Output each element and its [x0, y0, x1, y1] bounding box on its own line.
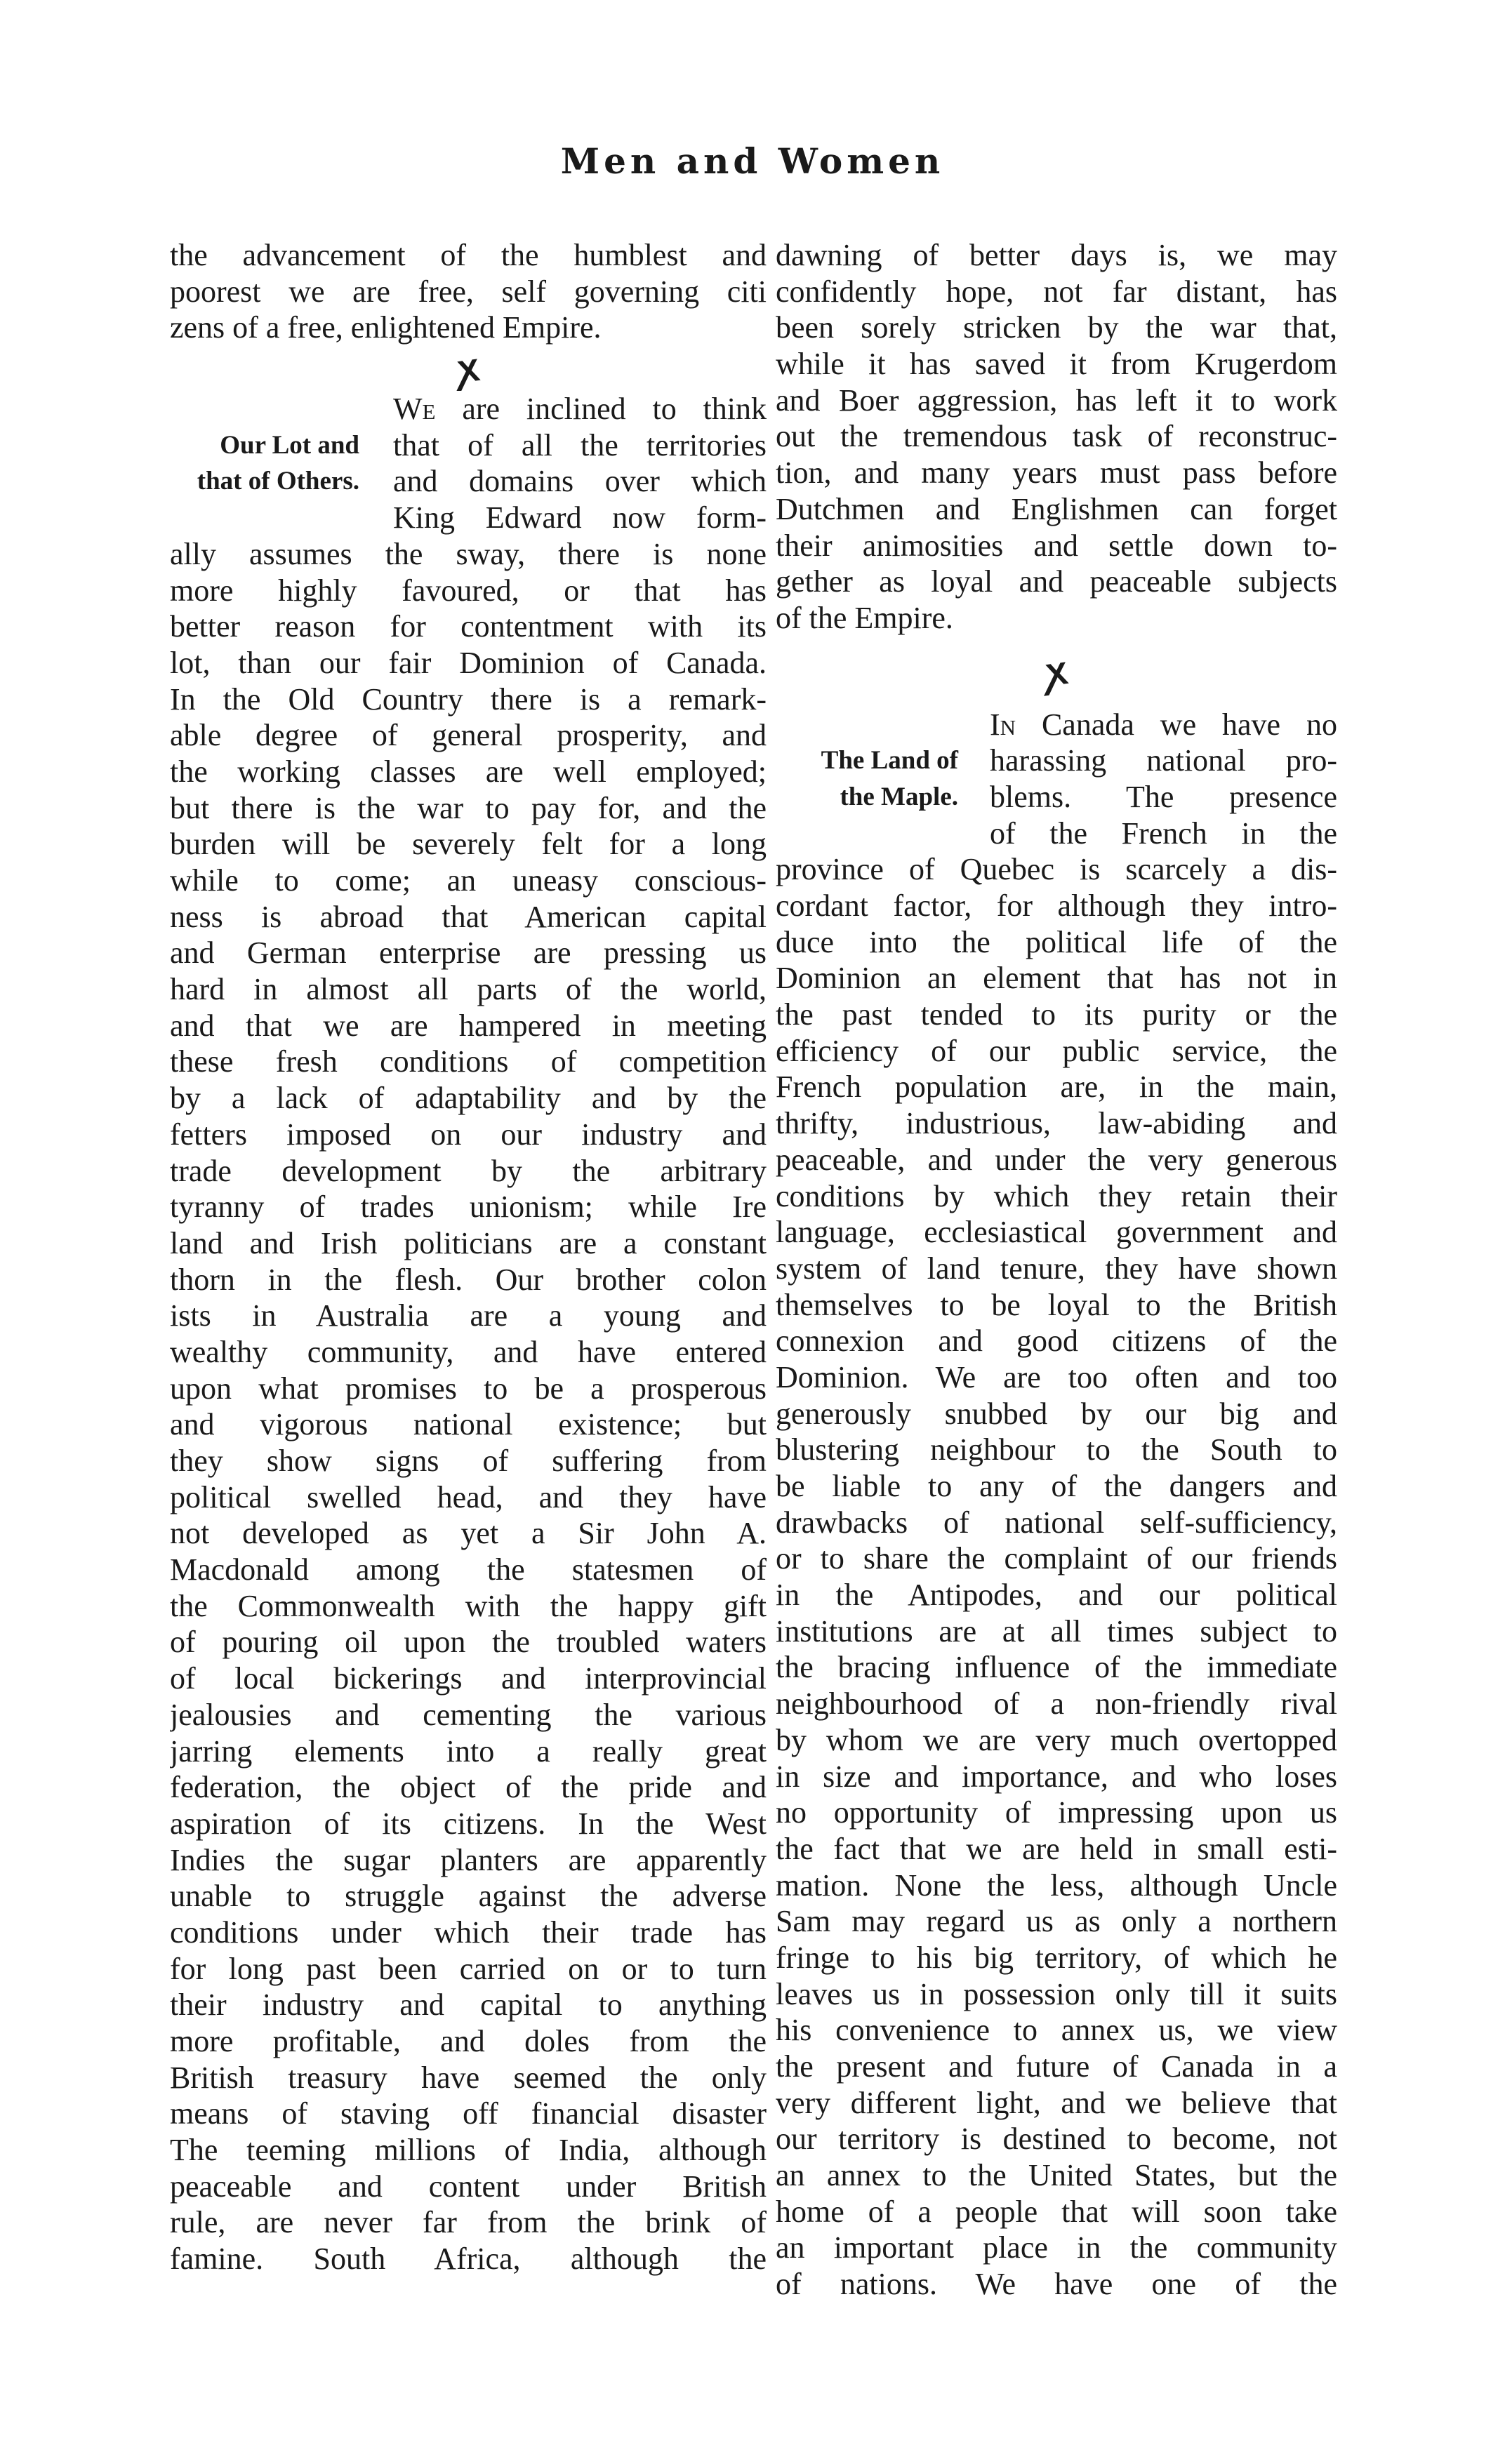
- text-line: ists in Australia are a young and: [170, 1298, 767, 1333]
- text-line: Indies the sugar planters are apparently: [170, 1842, 767, 1877]
- right-section-head-block: [776, 707, 1337, 852]
- text-line: and that we are hampered in meeting: [170, 1008, 767, 1043]
- text-line: and Boer aggression, has left it to work: [776, 382, 1337, 418]
- text-line: tyranny of trades unionism; while Ire: [170, 1190, 767, 1225]
- running-header: Men and Women: [560, 140, 945, 182]
- text-line: fringe to his big territory, of which he: [776, 1940, 1337, 1975]
- text-line: aspiration of its citizens. In the West: [170, 1806, 767, 1841]
- text-line: dawning of better days is, we may: [776, 238, 1337, 272]
- text-line: efficiency of our public service, the: [776, 1033, 1337, 1068]
- text-line: by a lack of adaptability and by the: [170, 1081, 767, 1116]
- text-line: of pouring oil upon the troubled waters: [170, 1625, 767, 1660]
- text-line: for long past been carried on or to turn: [170, 1951, 767, 1986]
- sidehead-our-lot: Our Lot and that of Others.: [197, 430, 359, 496]
- text-line: the past tended to its purity or the: [776, 997, 1337, 1032]
- text-line: connexion and good citizens of the: [776, 1324, 1337, 1359]
- text-line: of the French in the: [990, 815, 1337, 851]
- text-line: not developed as yet a Sir John A.: [170, 1516, 767, 1551]
- text-line: by whom we are very much overtopped: [776, 1722, 1337, 1757]
- section-separator-ornament: ꭗ: [455, 346, 482, 391]
- text-line: blems. The presence: [990, 779, 1337, 814]
- text-line: able degree of general prosperity, and: [170, 718, 767, 753]
- text-line: of nations. We have one of the: [776, 2267, 1337, 2302]
- text-line: rule, are never far from the brink of: [170, 2205, 767, 2240]
- text-line: unable to struggle against the adverse: [170, 1879, 767, 1914]
- text-line: peaceable and content under British: [170, 2169, 767, 2204]
- text-line: British treasury have seemed the only: [170, 2060, 767, 2095]
- text-line: famine. South Africa, although the: [170, 2242, 767, 2277]
- text-line: language, ecclesiastical government and: [776, 1215, 1337, 1250]
- text-line: the advancement of the humblest and: [170, 238, 767, 272]
- text-line: the present and future of Canada in a: [776, 2049, 1337, 2084]
- text-line: the Commonwealth with the happy gift: [170, 1588, 767, 1623]
- text-line: while it has saved it from Krugerdom: [776, 347, 1337, 382]
- text-line: an important place in the community: [776, 2230, 1337, 2265]
- text-line: conditions by which they retain their: [776, 1178, 1337, 1213]
- text-line: their animosities and settle down to-: [776, 528, 1337, 563]
- text-line: zens of a free, enlightened Empire.: [170, 310, 602, 345]
- text-line: an annex to the United States, but the: [776, 2158, 1337, 2193]
- text-line: [393, 391, 767, 427]
- text-line: Macdonald among the statesmen of: [170, 1552, 767, 1587]
- text-line: home of a people that will soon take: [776, 2194, 1337, 2229]
- text-line: generously snubbed by our big and: [776, 1396, 1337, 1431]
- text-line: burden will be severely felt for a long: [170, 827, 767, 862]
- text-line: confidently hope, not far distant, has: [776, 274, 1337, 309]
- text-line: thorn in the flesh. Our brother colon: [170, 1262, 767, 1297]
- text-line: neighbourhood of a non-friendly rival: [776, 1686, 1337, 1722]
- text-line: they show signs of suffering from: [170, 1444, 767, 1478]
- text-line-rest: Canada we have no: [1016, 707, 1337, 742]
- text-line: Sam may regard us as only a northern: [776, 1904, 1337, 1939]
- text-line: province of Quebec is scarcely a dis-: [776, 852, 1337, 887]
- left-body-paragraph: [170, 536, 767, 2277]
- text-line: ness is abroad that American capital: [170, 899, 767, 934]
- text-line: in the Antipodes, and our political: [776, 1578, 1337, 1613]
- text-line: fetters imposed on our industry and: [170, 1117, 767, 1152]
- text-line: thrifty, industrious, law-abiding and: [776, 1106, 1337, 1141]
- text-line: better reason for contentment with its: [170, 609, 767, 644]
- section-separator-ornament: ꭗ: [1043, 648, 1070, 694]
- text-line: upon what promises to be a prosperous: [170, 1371, 767, 1406]
- text-line: very different light, and we believe that: [776, 2085, 1337, 2120]
- text-line: harassing national pro-: [990, 743, 1337, 778]
- text-line: our territory is destined to become, not: [776, 2122, 1337, 2157]
- text-line: peaceable, and under the very generous: [776, 1142, 1337, 1177]
- text-line: been sorely stricken by the war that,: [776, 310, 1337, 345]
- text-line: his convenience to annex us, we view: [776, 2013, 1337, 2048]
- text-line: or to share the complaint of our friends: [776, 1541, 1337, 1576]
- text-line: tion, and many years must pass before: [776, 455, 1337, 491]
- text-line: of local bickerings and interprovincial: [170, 1661, 767, 1696]
- text-line: themselves to be loyal to the British: [776, 1287, 1337, 1322]
- text-line: Dominion. We are too often and too: [776, 1359, 1337, 1394]
- text-line: mation. None the less, although Uncle: [776, 1867, 1337, 1903]
- text-line: French population are, in the main,: [776, 1070, 1337, 1105]
- text-line: In the Old Country there is a remark-: [170, 681, 767, 717]
- text-line: system of land tenure, they have shown: [776, 1251, 1337, 1286]
- text-line: the bracing influence of the immediate: [776, 1650, 1337, 1685]
- text-line: of the Empire.: [776, 600, 953, 635]
- text-line: duce into the political life of the: [776, 924, 1337, 959]
- text-line: in size and importance, and who loses: [776, 1759, 1337, 1794]
- text-line: The teeming millions of India, although: [170, 2133, 767, 2168]
- text-line: jarring elements into a really great: [170, 1733, 767, 1769]
- text-line: King Edward now form-: [393, 500, 767, 535]
- text-line: institutions are at all times subject to: [776, 1613, 1337, 1649]
- text-line: out the tremendous task of reconstruc-: [776, 419, 1337, 454]
- text-line: but there is the war to pay for, and the: [170, 790, 767, 825]
- text-line: and domains over which: [393, 464, 767, 499]
- sidehead-land-of-maple: The Land of the Maple.: [821, 746, 958, 811]
- left-section-head-block: [170, 391, 767, 536]
- text-line: the working classes are well employed;: [170, 754, 767, 789]
- text-line: Dominion an element that has not in: [776, 961, 1337, 996]
- text-line: jealousies and cementing the various: [170, 1697, 767, 1732]
- text-line: [990, 707, 1337, 743]
- text-line: no opportunity of impressing upon us: [776, 1795, 1337, 1830]
- text-line: that of all the territories: [393, 427, 767, 462]
- text-line: trade development by the arbitrary: [170, 1153, 767, 1188]
- text-line: hard in almost all parts of the world,: [170, 972, 767, 1007]
- text-line: lot, than our fair Dominion of Canada.: [170, 645, 767, 680]
- lead-word: We: [393, 392, 436, 427]
- text-line: gether as loyal and peaceable subjects: [776, 564, 1337, 599]
- right-top-paragraph: [776, 237, 1337, 637]
- text-line: cordant factor, for although they intro-: [776, 888, 1337, 923]
- text-line: federation, the object of the pride and: [170, 1770, 767, 1805]
- text-line: blustering neighbour to the South to: [776, 1432, 1337, 1467]
- text-line: drawbacks of national self-sufficiency,: [776, 1505, 1337, 1540]
- text-line: more highly favoured, or that has: [170, 573, 767, 608]
- text-line: and vigorous national existence; but: [170, 1407, 767, 1442]
- text-line: the fact that we are held in small esti-: [776, 1831, 1337, 1866]
- text-line: land and Irish politicians are a constant: [170, 1225, 767, 1260]
- right-body-paragraph: [776, 851, 1337, 2303]
- text-line: ally assumes the sway, there is none: [170, 536, 767, 571]
- text-line: be liable to any of the dangers and: [776, 1469, 1337, 1503]
- text-line: wealthy community, and have entered: [170, 1334, 767, 1369]
- text-line: more profitable, and doles from the: [170, 2024, 767, 2058]
- text-line: means of staving off financial disaster: [170, 2096, 767, 2131]
- left-column: [170, 237, 767, 2277]
- text-line: and German enterprise are pressing us: [170, 935, 767, 971]
- text-line: poorest we are free, self governing citi: [170, 274, 767, 309]
- text-line: leaves us in possession only till it suits: [776, 1976, 1337, 2011]
- right-column: [776, 237, 1337, 2303]
- text-line: these fresh conditions of competition: [170, 1044, 767, 1079]
- text-line-rest: are inclined to think: [435, 392, 767, 427]
- text-line: political swelled head, and they have: [170, 1479, 767, 1514]
- text-line: Dutchmen and Englishmen can forget: [776, 491, 1337, 526]
- text-line: while to come; an uneasy conscious-: [170, 863, 767, 898]
- left-top-paragraph: [170, 237, 767, 346]
- text-line: their industry and capital to anything: [170, 1987, 767, 2023]
- text-line: conditions under which their trade has: [170, 1914, 767, 1950]
- lead-word: In: [990, 707, 1016, 742]
